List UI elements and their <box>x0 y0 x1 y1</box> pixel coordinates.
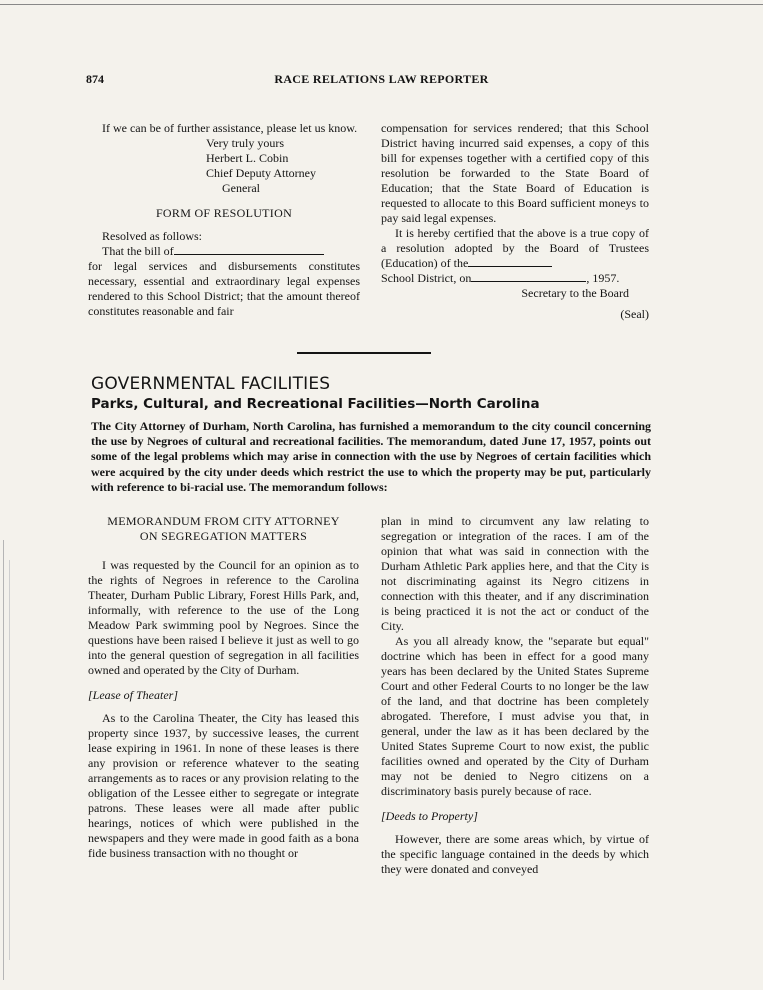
form-title: FORM OF RESOLUTION <box>155 206 293 220</box>
signature-title-cont: General <box>222 181 260 195</box>
signature-title: Chief Deputy Attorney <box>206 166 316 180</box>
section-subheading: Parks, Cultural, and Recreational Facilities—North Carolina <box>91 396 540 412</box>
certification-year: , 1957. <box>586 271 620 285</box>
section-divider <box>297 352 431 354</box>
section-summary: The City Attorney of Durham, North Carolina, has furnished a memorandum to the city council concerning the use by Negroes of cultural and recreational facilities. The memorandum, dated June 17, 1957, points out some of the legal problems which may arise in connection with the use by Negroes of certain facilities which were acquired by the city under deeds which restrict the use to which the property may be put, particularly with reference to bi-racial use. The memorandum follows: <box>91 419 651 494</box>
bill-blank <box>174 244 324 255</box>
top-left-column <box>88 121 360 319</box>
scan-top-edge <box>0 4 763 5</box>
page-number: 874 <box>86 72 104 86</box>
memo-left-column <box>88 514 359 861</box>
memo-title-line1: MEMORANDUM FROM CITY ATTORNEY <box>107 514 340 528</box>
bill-lead: That the bill of <box>102 244 174 258</box>
resolved-line: Resolved as follows: <box>102 229 202 243</box>
subheading-lease: [Lease of Theater] <box>88 688 178 702</box>
memo-title-line2: ON SEGREGATION MATTERS <box>139 529 308 543</box>
section-heading: GOVERNMENTAL FACILITIES <box>91 374 331 394</box>
closing-paragraph: If we can be of further assistance, please let us know. <box>102 121 358 135</box>
subheading-deeds: [Deeds to Property] <box>381 809 478 823</box>
certification-text: It is hereby certified that the above is a true copy of a resolution adopted by the Board of Trustees (Education) of the <box>381 226 649 270</box>
compensation-paragraph: compensation for services rendered; that this School District having incurred said expenses, a copy of this bill for expenses together with a certified copy of this resolution be forwarded to the State Board of Education; that the State Board of Education is requested to allocate to this Board sufficient moneys to pay said legal expenses. <box>381 121 649 225</box>
secretary-line: Secretary to the Board <box>521 286 629 300</box>
signature-line: Very truly yours <box>206 136 284 150</box>
memo-title <box>88 514 359 544</box>
district-blank <box>468 256 552 267</box>
memo-paragraph-plan: plan in mind to circumvent any law relating to segregation or integration of the races. I am of the opinion that what was said in connection with the Durham Athletic Park applies here, and that the City is not discriminating against its Negro citizens in connection with this theater, and if any discrimination is being practiced it is not the act or conduct of the City. <box>381 514 649 633</box>
date-blank <box>471 271 586 282</box>
scan-left-edge <box>3 540 4 980</box>
bill-line <box>88 244 360 259</box>
certification-paragraph <box>381 226 649 286</box>
memo-paragraph-doctrine: As you all already know, the "separate but equal" doctrine which has been in effect for a good many years has been declared by the United States Supreme Court and other Federal Courts to no longer be the law of the land, and that doctrine has been completely abrogated. Therefore, I must advise you that, in general, under the law as it has been declared by the United States Supreme Court to now exist, the public facilities owned and operated by the City of Durham may not be denied to Negro citizens on a discriminatory basis purely because of race. <box>381 634 649 798</box>
certification-text-cont: School District, on <box>381 271 472 285</box>
memo-paragraph-request: I was requested by the Council for an opinion as to the rights of Negroes in reference to the Carolina Theater, Durham Public Library, Forest Hills Park, and, informally, with reference to the use of the Long Meadow Park swimming pool by Negroes. Since the questions have been raised I believe it just as well to go into the general question of segregation in all facilities owned and operated by the City of Durham. <box>88 558 359 677</box>
memo-paragraph-theater: As to the Carolina Theater, the City has leased this property since 1937, by successive leases, the current lease expiring in 1961. In none of these leases is there any provision or reference whatever to the seating arrangements as to races or any provision relating to the obligation of the Lessee either to segregate or integrate patrons. These leases were all made after public hearings, notices of which were published in the newspapers and they were made in good faith as a bona fide business transaction with no thought or <box>88 711 359 860</box>
memo-right-column <box>381 514 649 877</box>
signature-name: Herbert L. Cobin <box>206 151 289 165</box>
bill-paragraph: for legal services and disbursements constitutes necessary, essential and extraordinary legal expenses rendered to this School District; that the amount thereof constitutes reasonable and fair <box>88 259 360 318</box>
memo-paragraph-deeds: However, there are some areas which, by virtue of the specific language contained in the deeds by which they were donated and conveyed <box>381 832 649 876</box>
running-title: RACE RELATIONS LAW REPORTER <box>274 72 489 86</box>
signature-block <box>88 136 360 196</box>
seal-label: (Seal) <box>620 307 649 321</box>
top-right-column <box>381 121 649 322</box>
scan-left-edge-inner <box>9 560 10 960</box>
